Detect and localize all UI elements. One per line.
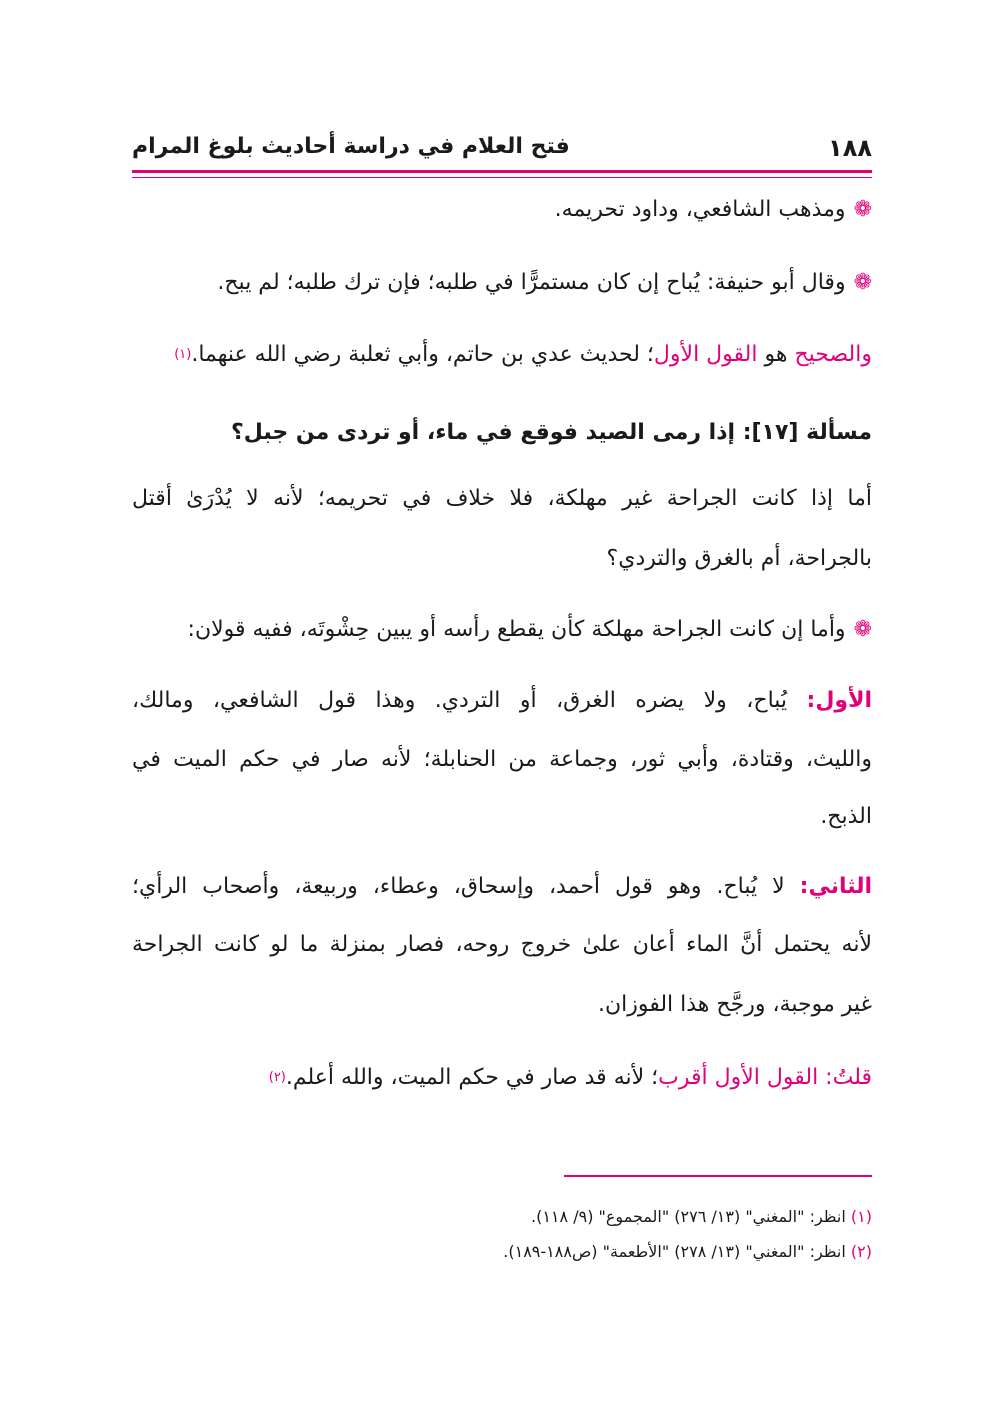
para1-line2: بالجراحة، أم بالغرق والتردي؟ [606,546,872,571]
bullet-two-opinions: ❁وأما إن كانت الجراحة مهلكة كأن يقطع رأسه أو يبين حِشْوتَه، ففيه قولان: [187,617,872,642]
footnote-number: (١) [850,1207,872,1226]
page-header [132,128,872,168]
footnote-2: (٢) انظر: "المغني" (١٣/ ٢٧٨) "الأطعمة" (ص١٨٨-١٨٩). [503,1242,872,1261]
flower-bullet-icon: ❁ [853,617,872,642]
qultu-lead: قلتُ: القول الأول أقرب [658,1065,872,1090]
footnote-1: (١) انظر: "المغني" (١٣/ ٢٧٦) "المجموع" (٩/ ١١٨). [531,1207,872,1226]
awwal-line3: الذبح. [820,804,872,829]
sahih-qawl: القول الأول [653,342,758,367]
footnote-separator [564,1175,872,1177]
header-rule-thin [132,177,872,178]
page-number: ١٨٨ [828,134,872,162]
footnote-ref[interactable]: (١) [174,347,192,362]
thani-line3: غير موجبة، ورجَّح هذا الفوزان. [597,992,872,1017]
awwal-label: الأول: [806,688,872,713]
bullet-abu-hanifa: ❁وقال أبو حنيفة: يُباح إن كان مستمرًّا في طلبه؛ فإن ترك طلبه؛ لم يبح. [217,270,872,295]
sahih-line: والصحيح هو القول الأول؛ لحديث عدي بن حاتم، وأبي ثعلبة رضي الله عنهما.$^{(١)}$ [174,342,872,367]
flower-bullet-icon: ❁ [853,197,872,222]
footnote-ref[interactable]: (٢) [268,1070,286,1085]
awwal-line2: والليث، وقتادة، وأبي ثور، وجماعة من الحنابلة؛ لأنه صار في حكم الميت في [132,747,872,772]
qultu-line: قلتُ: القول الأول أقرب؛ لأنه قد صار في حكم الميت، والله أعلم.$^{(٢)}$ [268,1065,872,1090]
thani-line2: لأنه يحتمل أنَّ الماء أعان علىٰ خروج روحه، فصار بمنزلة ما لو كانت الجراحة [132,932,872,957]
thani-label: الثاني: [799,874,872,899]
para1-line1: أما إذا كانت الجراحة غير مهلكة، فلا خلاف في تحريمه؛ لأنه لا يُدْرَىٰ أقتل [132,486,872,511]
footnote-number: (٢) [850,1242,872,1261]
thani-line1: الثاني: لا يُباح. وهو قول أحمد، وإسحاق، وعطاء، وربيعة، وأصحاب الرأي؛ [132,874,872,899]
masala-question: إذا رمى الصيد فوقع في ماء، أو تردى من جبل؟ [230,420,743,445]
flower-bullet-icon: ❁ [853,270,872,295]
masala-heading [132,418,872,448]
masala-label: مسألة [١٧]: [742,420,872,445]
awwal-line1: الأول: يُباح، ولا يضره الغرق، أو التردي. وهذا قول الشافعي، ومالك، [132,688,872,713]
header-rule-thick [132,170,872,173]
sahih-lead: والصحيح [794,342,872,367]
bullet-shafii: ❁ومذهب الشافعي، وداود تحريمه. [554,197,872,222]
book-title: فتح العلام في دراسة أحاديث بلوغ المرام [132,134,570,159]
